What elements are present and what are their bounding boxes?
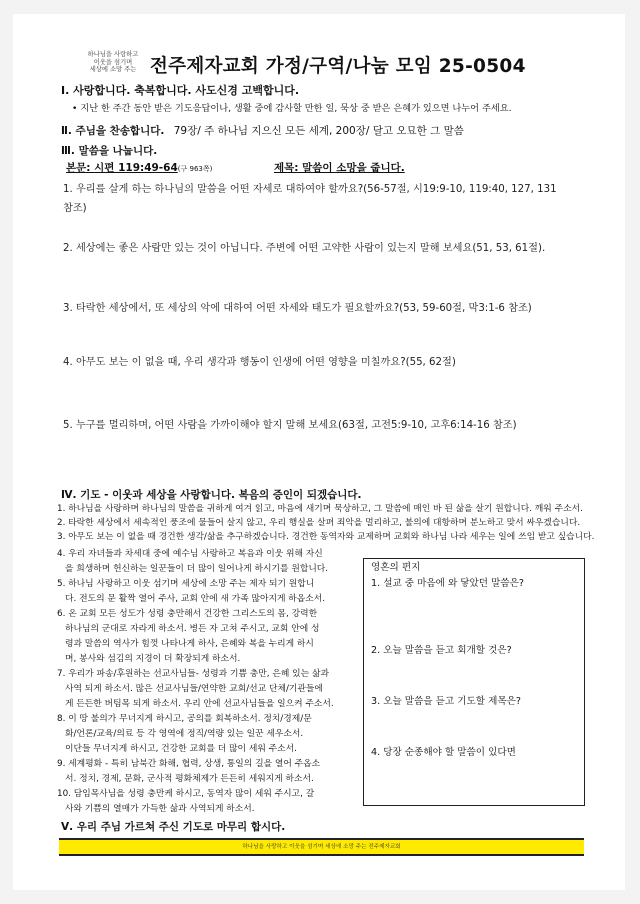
prayer-item: 3. 아무도 보는 이 없을 때 경건한 생각/삶을 추구하겠습니다. 경건한 동역자와 교제하며 교회와 하나님 나라 세우는 일에 쓰임 받고 싶습니다.: [57, 532, 595, 542]
section-1-bullet: • 지난 한 주간 동안 받은 기도응답이나, 생활 중에 감사할 만한 일, 묵상 중 받은 은혜가 있으면 나누어 주세요.: [72, 103, 512, 114]
scripture-page: (구 963쪽): [177, 165, 213, 173]
prayer-item: 이단들 무너지게 하시고, 건강한 교회를 더 많이 세워 주소서.: [65, 744, 297, 754]
section-1-heading: Ⅰ. 사랑합니다. 축복합니다. 사도신경 고백합니다.: [61, 84, 300, 97]
soul-letter-title: 영혼의 편지: [371, 562, 421, 573]
prayer-item: 령과 말씀의 역사가 힘껏 나타나게 하사, 은혜와 복을 누리게 하시: [65, 639, 314, 649]
prayer-item: 10. 담임목사님을 성령 충만케 하시고, 동역자 많이 세워 주시고, 갈: [57, 789, 315, 799]
prayer-item: 2. 타락한 세상에서 세속적인 풍조에 물들어 살지 않고, 우리 행실을 살펴 죄악을 멀리하고, 불의에 대항하며 분노하고 맞서 싸우겠습니다.: [57, 518, 581, 528]
prayer-item: 사와 기쁨의 열매가 가득한 삶과 사역되게 하소서.: [65, 804, 255, 814]
prayer-item: 며, 봉사와 섬김의 지경이 더 확장되게 하소서.: [65, 654, 241, 664]
prayer-item: 하나님의 군대로 자라게 하소서. 병든 자 고쳐 주시고, 교회 안에 성: [65, 624, 320, 634]
logo-line: 하나님을 사랑하고: [87, 51, 139, 58]
prayer-item: 서. 정치, 경제, 문화, 군사적 평화체제가 든든히 세워지게 하소서.: [65, 774, 314, 784]
prayer-item: 4. 우리 자녀들과 차세대 중에 예수님 사랑하고 복음과 이웃 위해 자신: [57, 549, 323, 559]
sermon-title: 제목: 말씀이 소망을 줍니다.: [274, 162, 405, 174]
prayer-item: 5. 하나님 사랑하고 이웃 섬기며 세상에 소망 주는 제자 되기 원합니: [57, 579, 315, 589]
soul-letter-question: 2. 오늘 말씀을 듣고 회개할 것은?: [371, 645, 512, 656]
prayer-item: 1. 하나님을 사랑하며 하나님의 말씀을 귀하게 여겨 읽고, 마음에 새기며 묵상하고, 그 말씀에 매인 바 된 삶을 살기 원합니다. 깨워 주소서.: [57, 504, 583, 514]
prayer-item: 9. 세계평화 - 특히 남북간 화해, 협력, 상생, 통일의 길을 열어 주옵소: [57, 759, 321, 769]
logo-line: 이웃을 섬기며: [93, 58, 133, 66]
prayer-item: 을 희생하며 헌신하는 일꾼들이 더 많이 일어나게 하시기를 원합니다.: [65, 564, 329, 574]
prayer-item: 6. 온 교회 모든 성도가 성령 충만해서 건강한 그리스도의 몸, 강력한: [57, 609, 318, 619]
footer-banner: 하나님을 사랑하고 이웃을 섬기며 세상에 소망 주는 전주제자교회: [59, 838, 584, 856]
page-title: 전주제자교회 가정/구역/나눔 모임 25-0504: [150, 56, 526, 77]
question-1: 1. 우리를 살게 하는 하나님의 말씀을 어떤 자세로 대하여야 할까요?(56-57절, 시19:9-10, 119:40, 127, 131: [63, 184, 557, 195]
logo-line: 세상에 소망 주는: [89, 66, 137, 74]
question-2: 2. 세상에는 좋은 사람만 있는 것이 아닙니다. 주변에 어떤 고약한 사람이 있는지 말해 보세요(51, 53, 61절).: [63, 243, 546, 254]
section-5-heading: Ⅴ. 우리 주님 가르쳐 주신 기도로 마무리 합시다.: [61, 821, 286, 833]
question-1-cont: 참조): [63, 203, 87, 214]
section-3-heading: Ⅲ. 말씀을 나눕니다.: [61, 145, 158, 157]
prayer-item: 화/언론/교육/의료 등 각 영역에 정직/역량 있는 일꾼 세우소서.: [65, 729, 304, 739]
prayer-item: 7. 우리가 파송/후원하는 선교사님들- 성령과 기쁨 충만, 은혜 있는 삶과: [57, 669, 329, 679]
scripture-reference: 본문: 시편 119:49-64: [66, 162, 178, 174]
prayer-item: 8. 이 땅 불의가 무너지게 하시고, 공의를 회복하소서. 정치/경제/문: [57, 714, 312, 724]
scripture-line: [66, 161, 212, 176]
soul-letter-question: 1. 설교 중 마음에 와 닿았던 말씀은?: [371, 578, 525, 589]
hymn-list: 79장/ 주 하나님 지으신 모든 세계, 200장/ 달고 오묘한 그 말씀: [173, 125, 464, 137]
church-logo: [72, 51, 154, 74]
soul-letter-box: [363, 558, 585, 806]
prayer-item: 게 든든한 버팀목 되게 하소서. 우리 안에 선교사님들을 일으켜 주소서.: [65, 699, 334, 709]
section-2: [61, 124, 464, 138]
question-4: 4. 아무도 보는 이 없을 때, 우리 생각과 행동이 인생에 어떤 영향을 미칠까요?(55, 62절): [63, 357, 456, 368]
soul-letter-question: 3. 오늘 말씀을 듣고 기도할 제목은?: [371, 696, 521, 707]
soul-letter-question: 4. 당장 순종해야 할 말씀이 있다면: [371, 747, 516, 758]
prayer-item: 다. 전도의 문 활짝 열어 주사, 교회 안에 새 가족 많아지게 하옵소서.: [65, 594, 326, 604]
question-3: 3. 타락한 세상에서, 또 세상의 악에 대하여 어떤 자세와 태도가 필요할까요?(53, 59-60절, 막3:1-6 참조): [63, 303, 532, 314]
section-2-heading: Ⅱ. 주님을 찬송합니다.: [61, 125, 165, 137]
section-4-heading: Ⅳ. 기도 - 이웃과 세상을 사랑합니다. 복음의 증인이 되겠습니다.: [61, 489, 362, 501]
prayer-item: 사역 되게 하소서. 많은 선교사님들/연약한 교회/선교 단체/기관들에: [65, 684, 323, 694]
question-5: 5. 누구를 멀리하며, 어떤 사람을 가까이해야 할지 말해 보세요(63절, 고전5:9-10, 고후6:14-16 참조): [63, 420, 517, 431]
